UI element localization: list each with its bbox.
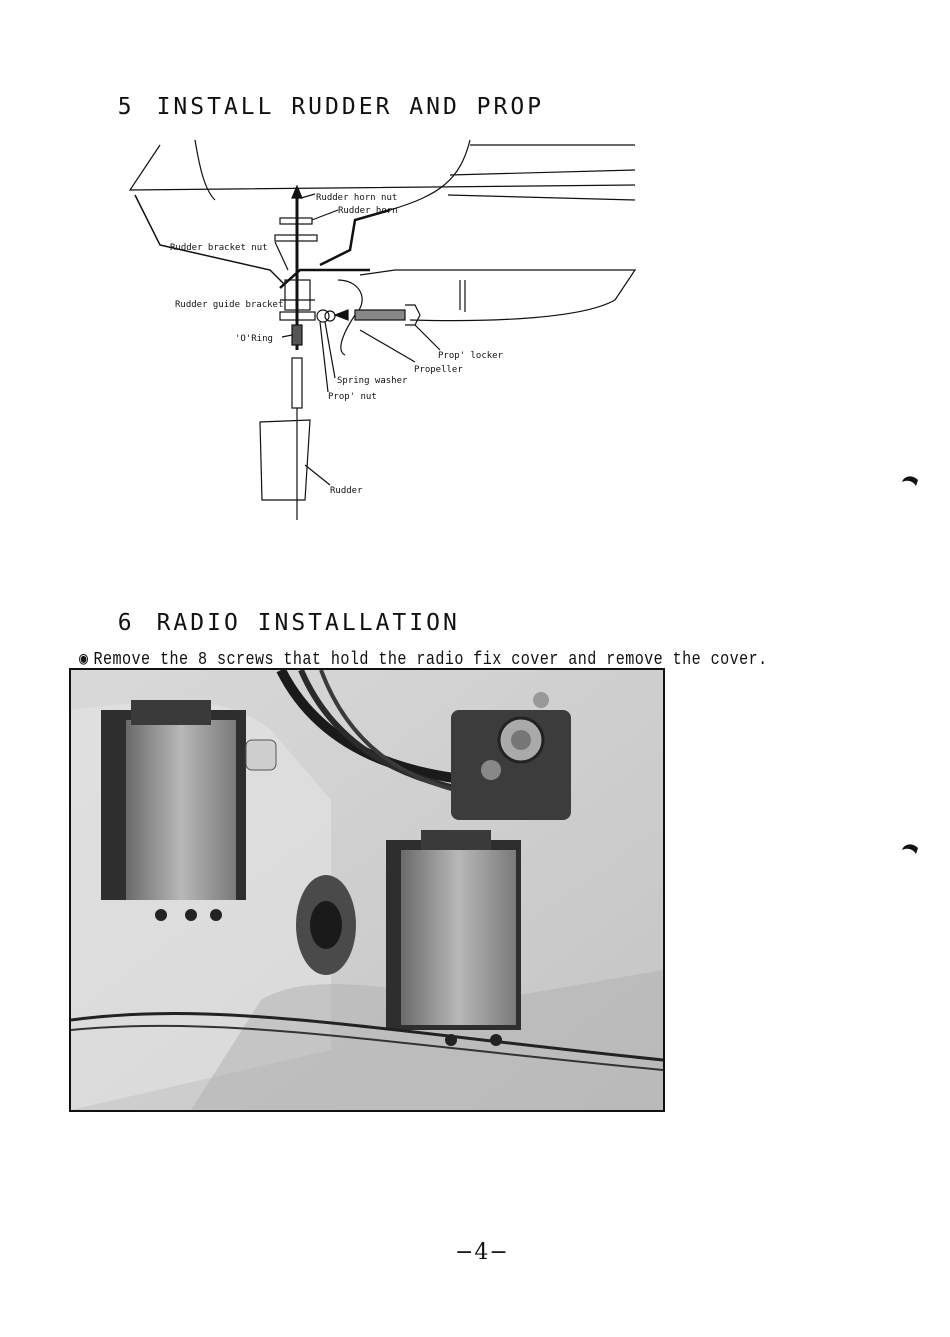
rudder-prop-diagram xyxy=(120,130,645,525)
instruction-text xyxy=(60,628,768,670)
radio-installation-photo xyxy=(69,668,665,1112)
section-5-heading xyxy=(84,68,544,120)
label-rudder-guide-bracket: Rudder guide bracket xyxy=(175,300,284,310)
instruction-body: Remove the 8 screws that hold the radio fix cover and remove the cover. xyxy=(93,650,768,670)
label-rudder-horn: Rudder horn xyxy=(338,206,398,216)
label-propeller: Propeller xyxy=(414,365,463,375)
bullet-icon: ◉ xyxy=(78,650,89,670)
label-o-ring: 'O'Ring xyxy=(235,334,273,344)
section-title: INSTALL RUDDER AND PROP xyxy=(156,94,545,120)
label-rudder-bracket-nut: Rudder bracket nut xyxy=(170,243,268,253)
page-number: −4− xyxy=(455,1240,509,1265)
section-number: 6 xyxy=(117,610,135,636)
binder-hole-mark xyxy=(900,472,920,492)
label-rudder-horn-nut: Rudder horn nut xyxy=(316,193,398,203)
label-spring-washer: Spring washer xyxy=(337,376,408,386)
section-title: RADIO INSTALLATION xyxy=(156,610,460,636)
label-prop-locker: Prop' locker xyxy=(438,351,504,361)
section-number: 5 xyxy=(117,94,135,120)
label-rudder: Rudder xyxy=(330,486,363,496)
label-prop-nut: Prop' nut xyxy=(328,392,377,402)
binder-hole-mark xyxy=(900,840,920,860)
